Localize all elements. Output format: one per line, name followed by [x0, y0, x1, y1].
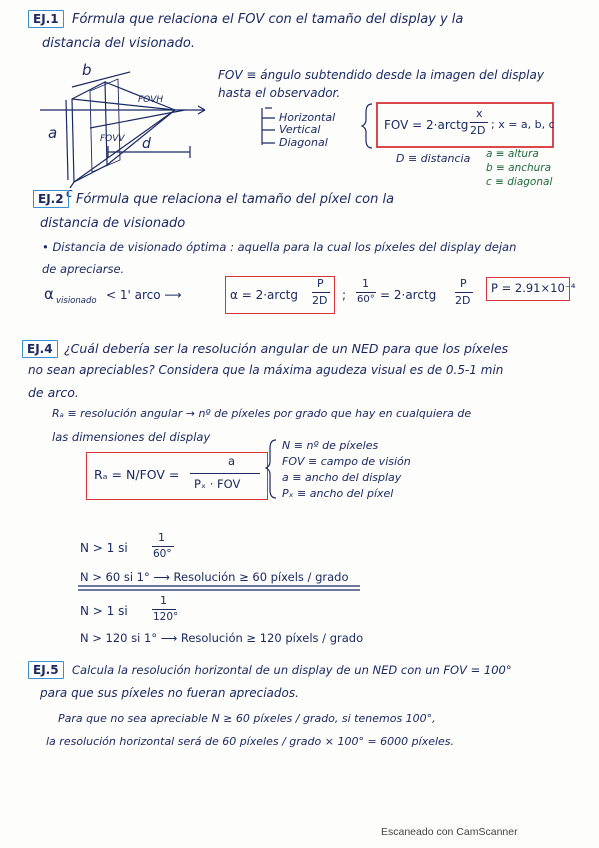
distance-definition: D ≡ distancia: [396, 152, 471, 165]
ra-definition-line1: Rₐ ≡ resolución angular → nº de píxeles por grado que hay en cualquiera de: [52, 407, 472, 420]
option-vertical: Vertical: [279, 123, 321, 136]
pixel-formula: α = 2·arctg: [230, 288, 298, 302]
ej2-title-line1: Fórmula que relaciona el tamaño del píxel con la: [76, 192, 395, 207]
ej5-answer-line1: Para que no sea apreciable N ≥ 60 píxeles / grado, si tenemos 100°,: [58, 712, 436, 725]
rule3-denominator: 120°: [153, 611, 179, 623]
ej4-tag: EJ.4: [22, 340, 58, 358]
fov-formula-x-definition: ; x = a, b, c: [491, 118, 555, 131]
ej2-tag: EJ.2: [33, 190, 69, 208]
ej2-bullet-line1: • Distancia de visionado óptima : aquella para la cual los píxeles del display dejan: [42, 240, 517, 254]
fov-formula: FOV = 2·arctg: [384, 118, 469, 132]
diagram-label-c: c: [66, 186, 73, 200]
ra-formula-numerator: a: [228, 454, 236, 468]
ej4-question-line2: no sean apreciables? Considera que la máxima agudeza visual es de 0.5-1 min: [28, 363, 504, 377]
one-arcmin-numerator: 1: [362, 277, 369, 290]
height-definition: a ≡ altura: [486, 148, 539, 160]
equation-rhs: = 2·arctg: [380, 288, 437, 302]
width-definition: b ≡ anchura: [486, 162, 552, 174]
rule3-bar: [152, 609, 176, 610]
ej5-tag: EJ.5: [28, 661, 64, 679]
ej1-title-line2: distancia del visionado.: [42, 36, 195, 51]
ej2-bullet-line2: de apreciarse.: [42, 262, 125, 276]
rule3-numerator: 1: [160, 594, 167, 607]
pixel-formula-numerator: P: [317, 277, 324, 290]
option-horizontal: Horizontal: [279, 111, 336, 124]
rule4: N > 120 si 1° ⟶ Resolución ≥ 120 píxels / grado: [80, 631, 364, 645]
diagram-label-a: a: [48, 124, 58, 142]
ra-definition-line2: las dimensiones del display: [52, 430, 211, 444]
ej1-title-line1: Fórmula que relaciona el FOV con el tamaño del display y la: [72, 12, 464, 27]
arc-inequality: < 1' arco ⟶: [106, 288, 182, 302]
fov-definition-line2: hasta el observador.: [218, 86, 341, 100]
diagonal-definition: c ≡ diagonal: [486, 176, 553, 188]
ej4-question-line1: ¿Cuál debería ser la resolución angular de un NED para que los píxeles: [64, 341, 509, 356]
rule1-numerator: 1: [158, 531, 165, 544]
display-width-definition: a ≡ ancho del display: [282, 471, 402, 484]
rhs-denominator: 2D: [455, 294, 471, 307]
fov-definition-line1: FOV ≡ ángulo subtendido desde la imagen del display: [218, 68, 544, 82]
ra-formula: Rₐ = N/FOV =: [94, 467, 180, 482]
fov-formula-numerator: x: [476, 107, 483, 120]
n-definition: N ≡ nº de píxeles: [282, 439, 379, 452]
alpha-subscript: visionado: [56, 296, 97, 306]
diagram-label-fovv: FOVV: [100, 134, 125, 144]
rule3: N > 1 si: [80, 604, 128, 618]
fov-formula-denominator: 2D: [470, 124, 486, 137]
option-diagonal: Diagonal: [279, 136, 328, 149]
diagram-label-d: d: [142, 136, 151, 152]
alpha-symbol: α: [44, 285, 54, 303]
rhs-numerator: P: [460, 277, 467, 290]
diagram-label-fovh: FOVH: [138, 95, 164, 105]
pixel-formula-denominator: 2D: [312, 294, 328, 307]
rule1-denominator: 60°: [153, 548, 172, 560]
rule2: N > 60 si 1° ⟶ Resolución ≥ 60 píxels / grado: [80, 570, 349, 584]
diagram-label-b: b: [82, 61, 92, 79]
ej5-question-line1: Calcula la resolución horizontal de un display de un NED con un FOV = 100°: [72, 663, 512, 677]
ej1-tag: EJ.1: [28, 10, 64, 28]
pixel-width-definition: Pₓ ≡ ancho del píxel: [282, 487, 394, 500]
ej2-title-line2: distancia de visionado: [40, 216, 186, 231]
separator: ;: [342, 288, 347, 302]
ej4-question-line3: de arco.: [28, 385, 79, 400]
ej5-answer-line2: la resolución horizontal será de 60 píxeles / grado × 100° = 6000 píxeles.: [46, 735, 455, 748]
ra-formula-denominator: Pₓ · FOV: [194, 477, 241, 491]
scanner-footer: Escaneado con CamScanner: [381, 826, 518, 838]
one-arcmin-denominator: 60°: [357, 294, 375, 305]
fov-field-definition: FOV ≡ campo de visión: [282, 455, 411, 468]
rule1: N > 1 si: [80, 541, 128, 555]
ej5-question-line2: para que sus píxeles no fueran apreciados.: [40, 686, 299, 700]
pixel-result: P = 2.91×10⁻⁴: [491, 281, 576, 295]
